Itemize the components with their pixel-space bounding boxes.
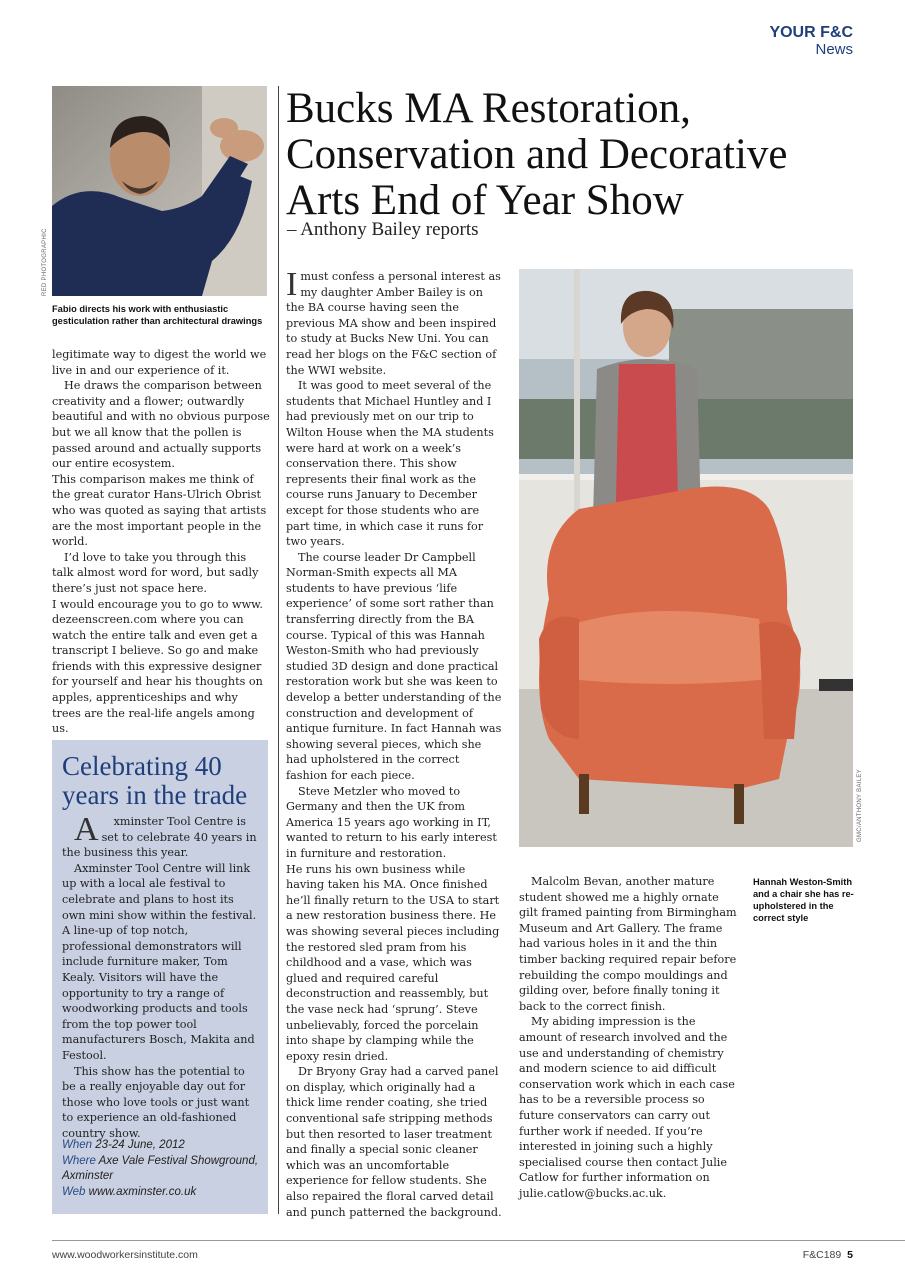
- box-dropcap: A: [74, 811, 99, 848]
- paragraph: This comparison makes me think of the great curator Hans-Ulrich Obrist who was quoted as saying that artists are the most important people in the world.: [52, 472, 267, 549]
- paragraph: must confess a personal interest as my daughter Amber Bailey is on the BA course having seen the previous MA show and been inspired to study at Bucks New Uni. You can read her blogs on the F&C section of the WWI website.: [286, 270, 501, 377]
- photo2-caption: Hannah Weston-Smith and a chair she has re-upholstered in the correct style: [753, 877, 854, 923]
- photo1-credit: RED PHOTOGRAPHIC: [42, 228, 48, 296]
- footer-page-info: [803, 1249, 853, 1261]
- event-details: [62, 1138, 260, 1200]
- title-line: Arts End of Year Show: [286, 177, 684, 224]
- page-number: 5: [847, 1249, 853, 1261]
- issue-number: F&C189: [802, 1249, 842, 1261]
- paragraph: I would encourage you to go to www. dezeenscreen.com where you can watch the entire talk and even get a transcript I believe. So go and make friends with this expressive designer for yourself and hear his thoughts on apples, apprenticeships and why trees are the real-life angels among us.: [52, 597, 263, 736]
- celebrating-box: [52, 740, 268, 1214]
- when-label: When: [62, 1139, 93, 1151]
- paragraph: legitimate way to digest the world we live in and our experience of it.: [52, 348, 267, 377]
- box-paragraph: xminster Tool Centre is set to celebrate 40 years in the business this year.: [62, 815, 257, 860]
- article-title: [286, 86, 866, 224]
- where-label: Where: [62, 1154, 96, 1167]
- section-header: [769, 24, 853, 58]
- paragraph: Steve Metzler who moved to Germany and then the UK from America 15 years ago working in IT, wanted to return to his early interest in furniture and restoration.: [286, 784, 497, 860]
- paragraph: The course leader Dr Campbell Norman-Smith expects all MA students to have previous ‘life experience’ of some sort rather than transferring directly from the BA course. Typical of this was Hannah Weston-Smith who had previously studied 3D design and done practical restoration work but she was keen to develop a better understanding of the construction and development of antique furniture. In fact Hannah was showing several pieces, which she had upholstered in the correct fashion for each piece.: [286, 550, 502, 782]
- paragraph: It was good to meet several of the students that Michael Huntley and I had previously met on our trip to Wilton House when the MA students were hard at work on a week’s conservation there. This show represents their final work as the course runs January to December except for those students who are part time, in which case it runs for two years.: [286, 379, 494, 549]
- paragraph: He runs his own business while having taken his MA. Once finished he’ll finally return to the USA to start a new restoration business there. He was showing several pieces including the restored sled pram from his childhood and a vase, which was glued and required careful deconstruction and reassembly, but the vase neck had ‘sprung’. Steve unbelievably, forced the porcelain into shape by clamping while the epoxy resin dried.: [286, 862, 500, 1063]
- photo1-caption: Fabio directs his work with enthusiastic gesticulation rather than architectural drawings: [52, 304, 263, 326]
- paragraph: Malcolm Bevan, another mature student showed me a highly ornate gilt framed painting from Birmingham Museum and Art Gallery. The frame had various holes in it and the thin timber backing required repair before rebuilding the compo mouldings and gilding over, before finally toning it back to the correct finish.: [519, 875, 737, 1013]
- section-title: YOUR F&C: [769, 24, 853, 41]
- title-line: Conservation and Decorative: [286, 131, 788, 178]
- paragraph: He draws the comparison between creativity and a flower; outwardly beautiful and with no obvious purpose but we all know that the pollen is passed around and actually supports our entire ecosystem.: [52, 379, 270, 471]
- hannah-chair-photo: [519, 269, 853, 847]
- article-dropcap: I: [286, 266, 298, 303]
- section-subtitle: News: [815, 41, 853, 58]
- box-title-line: Celebrating 40: [62, 751, 222, 781]
- footer-rule: [52, 1240, 905, 1241]
- when-value: 23-24 June, 2012: [95, 1139, 185, 1151]
- paragraph: My abiding impression is the amount of research involved and the use and understanding of chemistry and modern science to aid difficult conservation work which in each case has to be a reversible process so future conservators can carry out further work if needed. If you’re interested in joining such a highly specialised course then contact Julie Catlow for further information on julie.catlow@bucks.ac.uk.: [519, 1015, 735, 1200]
- fabio-photo: [52, 86, 267, 296]
- where-value: Axe Vale Festival Showground, Axminster: [62, 1154, 259, 1182]
- col1-text: [52, 347, 270, 737]
- photo2-credit: GMC/ANTHONY BAILEY: [857, 769, 863, 842]
- box-paragraph: Axminster Tool Centre will link up with a local ale festival to celebrate and plans to host its own mini show within the festival. A line-up of top notch, professional demonstrators will include furniture maker, Tom Kealy. Visitors will have the opportunity to try a range of woodworking products and tools from the top power tool manufacturers Bosch, Makita and Festool.: [62, 861, 257, 1062]
- column-divider: [278, 86, 279, 1214]
- box-paragraph: This show has the potential to be a really enjoyable day out for those who love tools or just want to experience an old-fashioned country show.: [62, 1064, 250, 1140]
- fabio-photo-illustration: [52, 86, 267, 296]
- col2-text: [286, 266, 504, 1220]
- box-title-line: years in the trade: [62, 780, 248, 810]
- web-label: Web: [62, 1185, 86, 1198]
- paragraph: Dr Bryony Gray had a carved panel on display, which originally had a thick lime render coating, she tried conventional safe stripping methods but then resorted to laser treatment and finally a special sonic cleaner which was an uncomfortable experience for fellow students. She also repaired the floral carved detail and punch patterned the background.: [286, 1065, 502, 1219]
- paragraph: I’d love to take you through this talk almost word for word, but sadly there’s just not space here.: [52, 550, 259, 595]
- hannah-chair-illustration: [519, 269, 853, 847]
- box-title: [62, 752, 247, 810]
- title-line: Bucks MA Restoration,: [286, 85, 691, 132]
- web-link[interactable]: www.axminster.co.uk: [88, 1185, 197, 1198]
- box-text: [62, 811, 260, 1141]
- footer-website[interactable]: www.woodworkersinstitute.com: [52, 1249, 198, 1261]
- byline: – Anthony Bailey reports: [287, 219, 479, 240]
- col3-text: [519, 874, 739, 1201]
